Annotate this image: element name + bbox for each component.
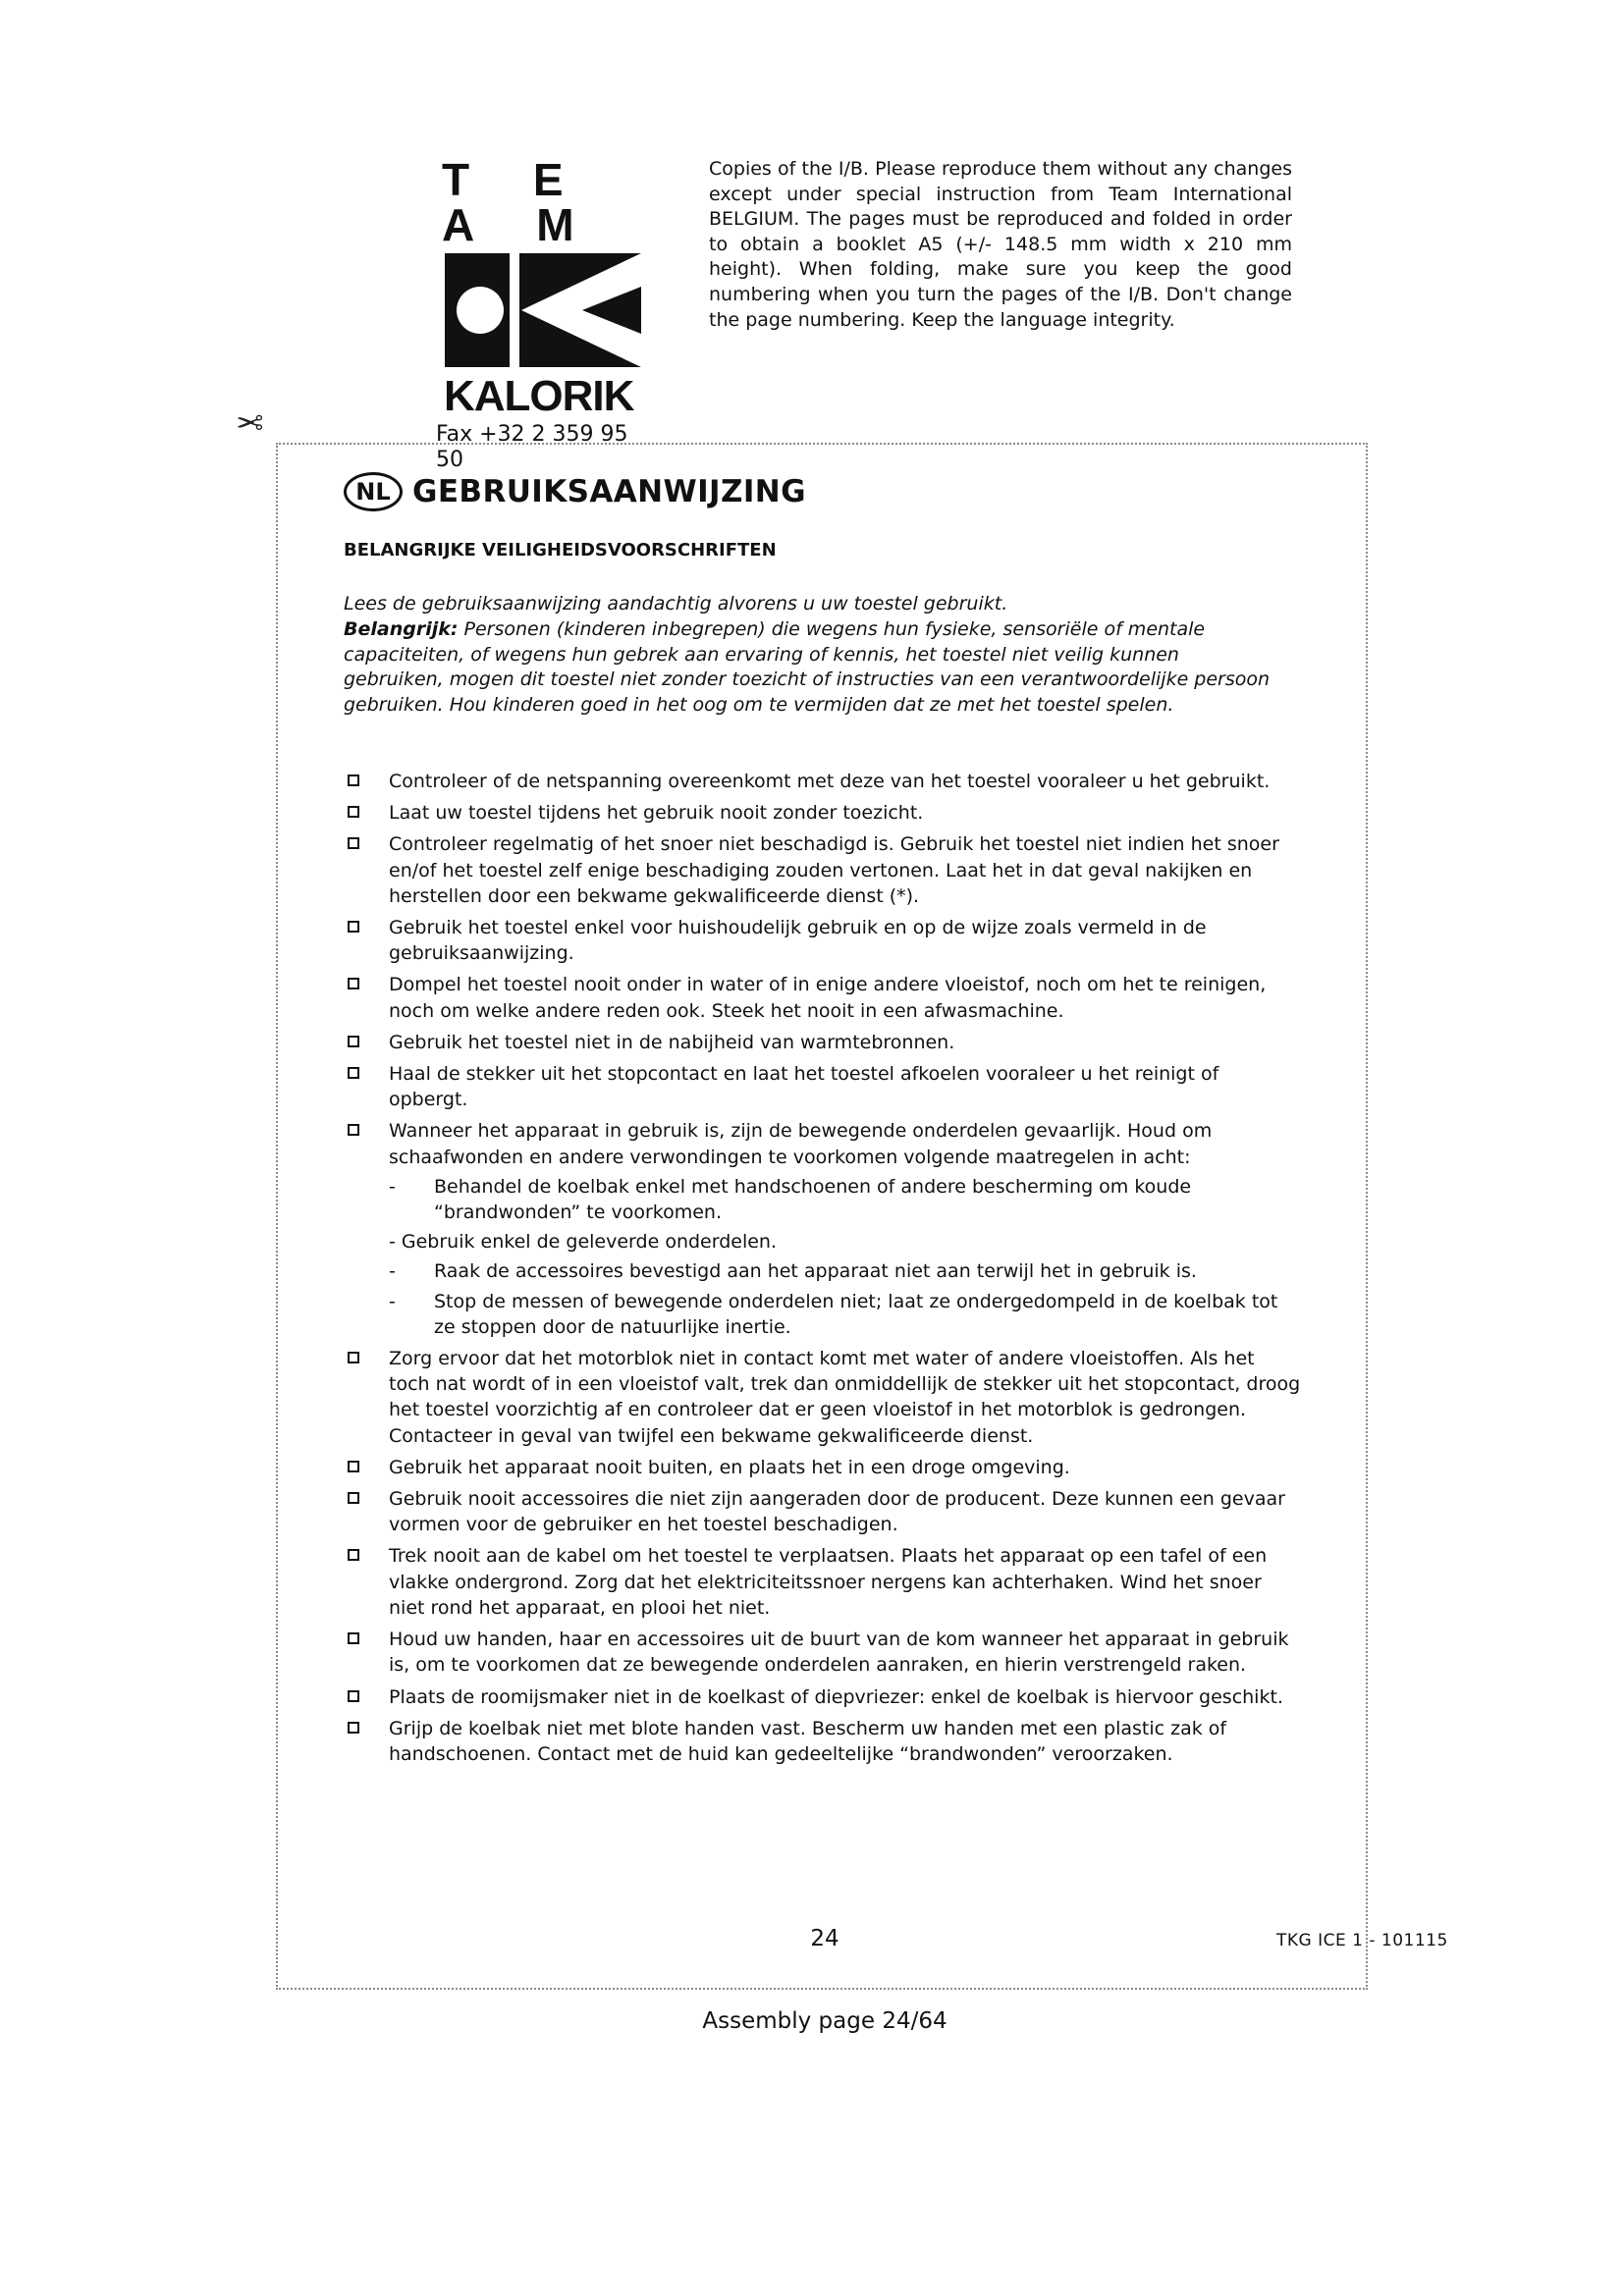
fax-number: Fax +32 2 359 95 50 [436, 422, 628, 472]
intro-paragraph [344, 592, 1272, 719]
rule-text: Gebruik het toestel enkel voor huishoudelijk gebruik en op de wijze zoals vermeld in de gebruiksaanwijzing. [389, 917, 1207, 965]
list-item [344, 1716, 1301, 1767]
rule-text: Dompel het toestel nooit onder in water of in enige andere vloeistof, noch om het te reinigen, noch om welke andere reden ook. Steek het nooit in een afwasmachine. [389, 974, 1267, 1022]
rule-text: Gebruik nooit accessoires die niet zijn aangeraden door de producent. Deze kunnen een gevaar vormen voor de gebruiker en het toestel beschadigen. [389, 1488, 1285, 1536]
checkbox-icon [348, 1352, 359, 1363]
checkbox-icon [348, 1036, 359, 1047]
page-title: GEBRUIKSAANWIJZING [412, 474, 806, 509]
checkbox-icon [348, 837, 359, 849]
list-item [344, 831, 1301, 909]
list-item [344, 1061, 1301, 1112]
manual-title-row [344, 464, 806, 519]
list-item [344, 1486, 1301, 1537]
rule-text: Zorg ervoor dat het motorblok niet in contact komt met water of andere vloeistoffen. Als het toch nat wordt of in een vloeistof valt, trek dan onmiddellijk de stekker uit het stopcontact, droog het toestel voorzichtig af en controleer dat er geen vloeistof in het motorblok is gedrongen. Contacteer in geval van twijfel een bekwame gekwalificeerde dienst. [389, 1348, 1301, 1447]
list-item [344, 1118, 1301, 1340]
kalorik-k-icon [445, 253, 641, 367]
rule-text: Houd uw handen, haar en accessoires uit de buurt van de kom wanneer het apparaat in gebruik is, om te voorkomen dat ze bewegende onderdelen aanraken, en hierin verstrengeld raken. [389, 1629, 1289, 1677]
logo-team-text: T E A M [442, 154, 600, 250]
checkbox-icon [348, 1722, 359, 1734]
list-item [344, 972, 1301, 1023]
safety-rules-list [344, 769, 1301, 1773]
checkbox-icon [348, 1461, 359, 1472]
rule-text: Gebruik het apparaat nooit buiten, en plaats het in een droge omgeving. [389, 1456, 1070, 1478]
sub-item-text: Raak de accessoires bevestigd aan het apparaat niet aan terwijl het in gebruik is. [434, 1260, 1197, 1283]
sub-item-text: Behandel de koelbak enkel met handschoenen of andere bescherming om koude “brandwonden” te voorkomen. [434, 1175, 1192, 1224]
rule-text: Controleer of de netspanning overeenkomt met deze van het toestel vooraleer u het gebruikt. [389, 771, 1271, 792]
list-item [344, 915, 1301, 966]
list-item [344, 769, 1301, 794]
checkbox-icon [348, 806, 359, 818]
checkbox-icon [348, 1067, 359, 1079]
dash-marker: - [389, 1260, 396, 1283]
list-item [344, 1455, 1301, 1480]
rule-text: Laat uw toestel tijdens het gebruik nooit zonder toezicht. [389, 802, 924, 825]
document-code: TKG ICE 1 - 101115 [1276, 1931, 1448, 1950]
checkbox-icon [348, 1549, 359, 1561]
intro-important-text: Personen (kinderen inbegrepen) die wegens hun fysieke, sensoriële of mentale capaciteiten, of wegens hun gebrek aan ervaring of kennis, het toestel niet veilig kunnen gebruiken, mogen dit toestel niet zonder toezicht of instructies van een verantwoordelijke persoon gebruiken. Hou kinderen goed in het oog om te vermijden dat ze met het toestel spelen. [344, 617, 1271, 717]
rule-text: Controleer regelmatig of het snoer niet beschadigd is. Gebruik het toestel niet indien het snoer en/of het toestel zelf enige beschadiging zouden vertonen. Laat het in dat geval nakijken en herstellen door een bekwame gekwalificeerde dienst (*). [389, 833, 1279, 907]
sub-item-text: Stop de messen of bewegende onderdelen niet; laat ze ondergedompeld in de koelbak tot ze stoppen door de natuurlijke inertie. [434, 1290, 1278, 1338]
rule-text: Grijp de koelbak niet met blote handen vast. Bescherm uw handen met een plastic zak of handschoenen. Contact met de huid kan gedeeltelijke “brandwonden” veroorzaken. [389, 1717, 1227, 1765]
nl-badge-icon: NL [344, 472, 403, 511]
list-item [344, 1030, 1301, 1055]
sub-item: - Gebruik enkel de geleverde onderdelen. [389, 1231, 778, 1254]
checkbox-icon [348, 1124, 359, 1136]
scissors-icon: ✂ [236, 401, 264, 441]
reproduction-instructions: Copies of the I/B. Please reproduce them without any changes except under special instruction from Team International BELGIUM. The pages must be reproduced and folded in order to obtain a booklet A5 (+/- 148.5 mm width x 210 mm height). When folding, make sure you keep the good numbering when you turn the pages of the I/B. Don't change the page numbering. Keep the language integrity. [709, 158, 1292, 331]
list-item [344, 1346, 1301, 1449]
team-kalorik-logo [422, 154, 658, 473]
sub-item [389, 1289, 1301, 1340]
dash-marker: - [389, 1175, 396, 1198]
rule-text: Trek nooit aan de kabel om het toestel te verplaatsen. Plaats het apparaat op een tafel of een vlakke ondergrond. Zorg dat het elektriciteitssnoer nergens kan achterhaken. Wind het snoer niet rond het apparaat, en plooi het niet. [389, 1545, 1268, 1619]
rule-text: Wanneer het apparaat in gebruik is, zijn de bewegende onderdelen gevaarlijk. Houd om schaafwonden en andere verwondingen te voorkomen volgende maatregelen in acht: [389, 1120, 1213, 1168]
page-number: 24 [810, 1926, 839, 1951]
checkbox-icon [348, 1690, 359, 1702]
rule-text: Haal de stekker uit het stopcontact en laat het toestel afkoelen vooraleer u het reinigt of opbergt. [389, 1063, 1219, 1111]
sub-item [389, 1174, 1301, 1225]
intro-line: Lees de gebruiksaanwijzing aandachtig alvorens u uw toestel gebruikt. [344, 593, 1008, 614]
assembly-page-label: Assembly page 24/64 [702, 2008, 947, 2034]
section-heading: BELANGRIJKE VEILIGHEIDSVOORSCHRIFTEN [344, 540, 777, 561]
intro-important [344, 617, 1272, 719]
list-item [344, 1684, 1301, 1710]
sub-item [389, 1258, 1301, 1284]
rule-text: Gebruik het toestel niet in de nabijheid van warmtebronnen. [389, 1031, 955, 1053]
list-item [344, 1543, 1301, 1621]
checkbox-icon [348, 1492, 359, 1504]
checkbox-icon [348, 978, 359, 989]
logo-brand-text: KALORIK [444, 372, 634, 420]
intro-bold-label: Belangrijk: [344, 617, 459, 640]
list-item [344, 1627, 1301, 1678]
sub-list [389, 1174, 1301, 1340]
checkbox-icon [348, 774, 359, 786]
dash-marker: - [389, 1290, 396, 1312]
checkbox-icon [348, 921, 359, 933]
checkbox-icon [348, 1632, 359, 1644]
rule-text: Plaats de roomijsmaker niet in de koelkast of diepvriezer: enkel de koelbak is hiervoor geschikt. [389, 1685, 1283, 1708]
list-item [344, 800, 1301, 826]
